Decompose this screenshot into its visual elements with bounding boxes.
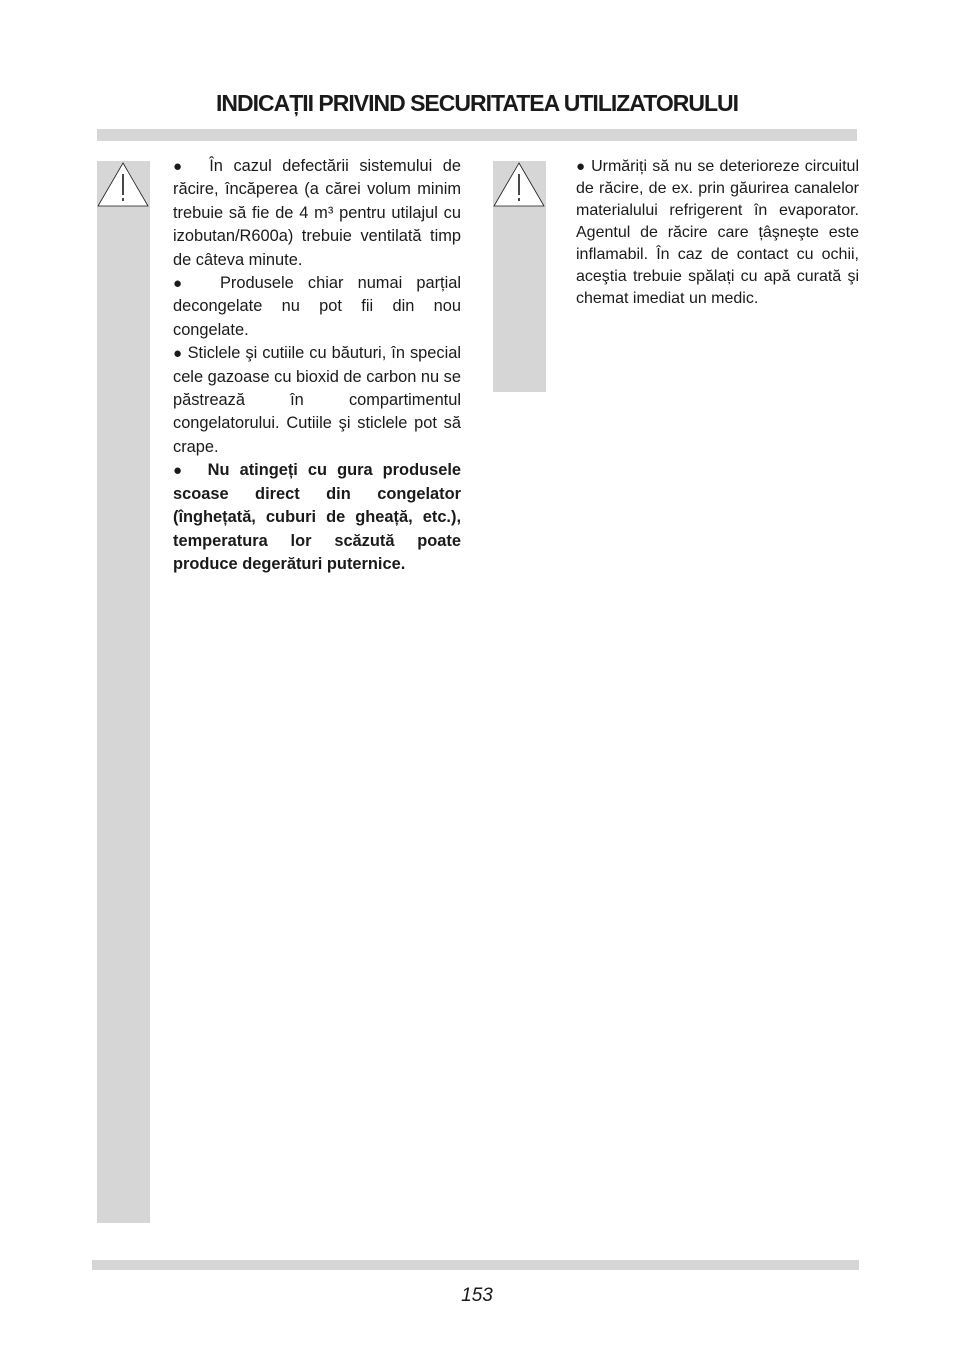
- bullet-icon: ●: [173, 275, 192, 293]
- warning-triangle-icon: [97, 161, 150, 209]
- bullet-icon: ●: [576, 158, 586, 175]
- safety-paragraph-cooling-leak: ● În cazul defectării sistemului de răcire, încăperea (a cărei volum minim trebuie să fie de 4 m³ pentru utilajul cu izobutan/R600a) trebuie ventilată timp de câteva minute.: [173, 157, 462, 269]
- safety-paragraph-bottles: ● Sticlele şi cutiile cu băuturi, în special cele gazoase cu bioxid de carbon nu se păstrează în compartimentul congelatorului. Cutiile şi sticlele pot să crape.: [173, 344, 461, 456]
- right-column: [576, 156, 859, 310]
- title-divider-bar: [97, 129, 857, 141]
- bullet-icon: ●: [173, 462, 188, 480]
- safety-paragraph-frostbite: ● Nu atingeți cu gura produsele scoase direct din congelator (înghețată, cuburi de gheață, etc.), temperatura lor scăzută poate produce degerături puternice.: [173, 461, 461, 573]
- bullet-icon: ●: [173, 158, 189, 175]
- safety-paragraph-cooling-circuit: ● Urmăriți să nu se deterioreze circuitul de răcire, de ex. prin găurirea canalelor materialului refrigerent în evaporator. Agentul de răcire care țâşneşte este inflamabil. În caz de contact cu ochii, aceştia trebuie spălați cu apă curată şi chemat imediat un medic.: [576, 158, 860, 307]
- footer-divider-bar: [92, 1260, 859, 1270]
- page-number: 153: [461, 1285, 493, 1306]
- right-warning-sidebar: [493, 161, 546, 392]
- bullet-icon: ●: [173, 345, 183, 363]
- warning-triangle-icon: [493, 161, 546, 209]
- safety-paragraph-refreezing: ● Produsele chiar numai parțial decongelate nu pot fii din nou congelate.: [173, 274, 462, 339]
- page-title: INDICAȚII PRIVIND SECURITATEA UTILIZATORULUI: [215, 90, 739, 116]
- left-warning-sidebar: [97, 161, 150, 1223]
- left-column: [173, 155, 461, 576]
